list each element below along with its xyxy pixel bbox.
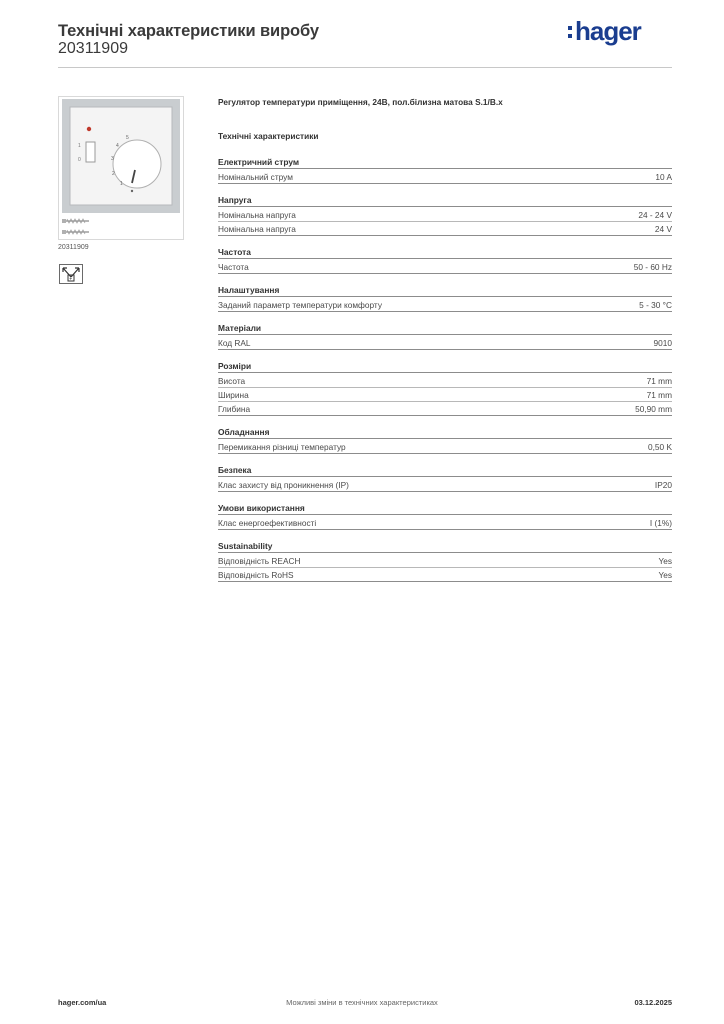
footer-notice: Можливі зміни в технічних характеристиках [286, 998, 438, 1007]
spec-row [218, 298, 672, 312]
spec-group-title: Розміри [218, 360, 672, 373]
spec-group-title: Налаштування [218, 284, 672, 297]
spec-group-title: Матеріали [218, 322, 672, 335]
spec-value: I (1%) [649, 518, 672, 528]
spec-value: 71 mm [646, 390, 672, 400]
spec-row [218, 516, 672, 530]
spec-row [218, 568, 672, 582]
spec-label: Відповідність REACH [218, 556, 301, 566]
spec-group-title: Напруга [218, 194, 672, 207]
svg-text:5: 5 [126, 135, 129, 141]
product-description: Регулятор температури приміщення, 24В, пол.білизна матова S.1/B.x [218, 97, 503, 107]
spec-row [218, 402, 672, 416]
spec-group-title: Електричний струм [218, 156, 672, 169]
spec-value: 0,50 K [648, 442, 672, 452]
spec-value: 5 - 30 °C [639, 300, 672, 310]
svg-text:+: + [69, 276, 73, 283]
spec-label: Частота [218, 262, 249, 272]
footer-website-link[interactable]: hager.com/ua [58, 998, 107, 1007]
spec-group [218, 322, 672, 350]
spec-label: Клас захисту від проникнення (IP) [218, 480, 349, 490]
spec-group-title: Частота [218, 246, 672, 259]
spec-group [218, 360, 672, 416]
spec-value: 24 - 24 V [638, 210, 672, 220]
spec-group [218, 502, 672, 530]
spec-label: Ширина [218, 390, 249, 400]
spec-label: Глибина [218, 404, 251, 414]
spec-value: 10 A [655, 172, 672, 182]
spec-group [218, 284, 672, 312]
spec-row [218, 554, 672, 568]
product-image [58, 96, 184, 240]
svg-text:1: 1 [120, 181, 123, 187]
spec-row [218, 440, 672, 454]
svg-text:4: 4 [116, 143, 119, 149]
spec-row [218, 170, 672, 184]
spec-group [218, 464, 672, 492]
spec-label: Клас енергоефективності [218, 518, 317, 528]
spec-label: Відповідність RoHS [218, 570, 294, 580]
specifications-table [218, 156, 672, 592]
svg-text:hager: hager [575, 16, 641, 46]
spec-row [218, 478, 672, 492]
spec-label: Заданий параметр температури комфорту [218, 300, 382, 310]
spec-label: Код RAL [218, 338, 251, 348]
svg-text:2: 2 [112, 171, 115, 177]
spec-label: Висота [218, 376, 246, 386]
spec-row [218, 374, 672, 388]
header-divider [58, 67, 672, 68]
spec-value: Yes [658, 570, 672, 580]
spec-row [218, 260, 672, 274]
svg-text:1: 1 [78, 143, 81, 149]
installation-symbol-icon [59, 264, 83, 284]
spec-group [218, 156, 672, 184]
spec-label: Номінальна напруга [218, 210, 296, 220]
spec-row [218, 222, 672, 236]
spec-row [218, 336, 672, 350]
spec-value: IP20 [654, 480, 672, 490]
spec-group [218, 426, 672, 454]
product-code: 20311909 [58, 40, 128, 57]
svg-text:3: 3 [111, 156, 114, 162]
spec-value: 9010 [653, 338, 672, 348]
hager-logo[interactable] [566, 14, 658, 48]
spec-group-title: Умови використання [218, 502, 672, 515]
spec-label: Номінальний струм [218, 172, 293, 182]
spec-label: Перемикання різниці температур [218, 442, 346, 452]
spec-group [218, 246, 672, 274]
spec-value: 50,90 mm [635, 404, 672, 414]
spec-group-title: Обладнання [218, 426, 672, 439]
footer-date: 03.12.2025 [634, 998, 672, 1007]
spec-value: Yes [658, 556, 672, 566]
spec-label: Номінальна напруга [218, 224, 296, 234]
spec-group-title: Безпека [218, 464, 672, 477]
image-caption: 20311909 [58, 244, 89, 251]
spec-value: 50 - 60 Hz [633, 262, 672, 272]
spec-row [218, 208, 672, 222]
spec-group [218, 540, 672, 582]
spec-row [218, 388, 672, 402]
spec-value: 24 V [654, 224, 672, 234]
section-title: Технічні характеристики [218, 131, 319, 141]
svg-text:0: 0 [78, 157, 81, 163]
spec-group [218, 194, 672, 236]
spec-group-title: Sustainability [218, 540, 672, 553]
page-title: Технічні характеристики виробу [58, 22, 319, 40]
spec-value: 71 mm [646, 376, 672, 386]
